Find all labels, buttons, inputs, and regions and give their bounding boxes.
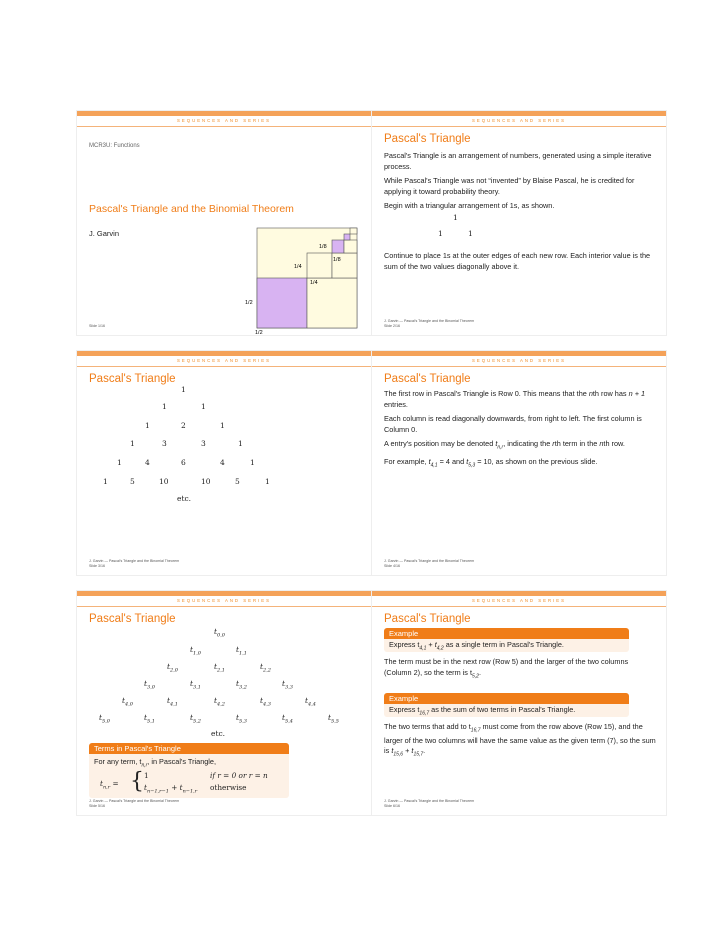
term-label: $t_{4,2}$ [214,696,225,708]
term-label: $t_{3,1}$ [190,679,201,691]
slide-number: Slide 5/16 [89,804,105,808]
fraction-label: 1/8 [333,257,341,263]
term-label: $t_{4,3}$ [260,696,271,708]
term-label: $t_{5,3}$ [236,713,247,725]
header-text: SEQUENCES AND SERIES [472,118,566,123]
example-box-title: Example [384,693,629,704]
slide-number: Slide 1/16 [89,324,105,328]
term-label: $t_{2,0}$ [167,662,178,674]
slide-footer [89,559,179,569]
triangle-entry: 10 [201,477,211,486]
slide-header-bar [372,351,666,356]
paragraph: Continue to place 1s at the outer edges of each new row. Each interior value is the sum of the two values diagonally above it. [384,251,651,271]
triangle-entry: 5 [130,477,135,486]
slide-title: Pascal's Triangle [89,613,176,625]
slide-4 [372,351,666,575]
term-label: $t_{5,4}$ [282,713,293,725]
term-label: $t_{2,2}$ [260,662,271,674]
term-label: $t_{4,0}$ [122,696,133,708]
paragraph: A entry's position may be denoted $t_{n,r}$, indicating the rth term in the nth row. [384,439,625,451]
paragraph: While Pascal's Triangle was not “invented” by Blaise Pascal, he is credited for applying it toward probability theory. [384,176,635,196]
header-rule [77,126,371,127]
triangle-entry: 1 [103,477,108,486]
triangle-entry: 1 [265,477,270,486]
triangle-entry: 3 [162,439,167,448]
footer-text: J. Garvin — Pascal's Triangle and the Binomial Theorem [89,559,180,563]
header-rule [372,606,666,607]
footer-text: J. Garvin — Pascal's Triangle and the Binomial Theorem [384,319,475,323]
term-label: $t_{5,5}$ [328,713,339,725]
example-box-body: Express $t_{16,7}$ as the sum of two terms in Pascal's Triangle. [384,704,629,717]
example-box-title: Example [384,628,629,639]
etc-label: etc. [211,729,226,738]
triangle-entry: 1 [201,402,206,411]
paragraph: Begin with a triangular arrangement of 1s, as shown. [384,201,555,210]
triangle-entry: 1 [130,439,135,448]
slide-5 [77,591,371,815]
slide-body [384,151,656,216]
header-rule [372,366,666,367]
triangle-entry: 1 [238,439,243,448]
triangle-entry: 2 [181,421,186,430]
slide-number: Slide 4/16 [384,564,400,568]
slide-title: Pascal's Triangle [384,613,471,625]
slide-6 [372,591,666,815]
example-box-body: Express $t_{4,1} + t_{4,2}$ as a single term in Pascal's Triangle. [384,639,629,652]
header-text: SEQUENCES AND SERIES [472,598,566,603]
triangle-entry: 5 [235,477,240,486]
answer-1: The term must be in the next row (Row 5) and the larger of the two columns (Column 2), so the term is $t_{5,2}$. [384,657,629,679]
triangle-entry: 1 [220,421,225,430]
slide-header-bar [372,111,666,116]
term-label: $t_{3,2}$ [236,679,247,691]
header-rule [77,606,371,607]
slide-footer [384,319,474,329]
triangle-entry: 1 [438,229,443,238]
slide-body [384,389,656,475]
triangle-entry: 1 [250,458,255,467]
fraction-label: 1/4 [294,264,302,270]
header-text: SEQUENCES AND SERIES [177,598,271,603]
header-text: SEQUENCES AND SERIES [472,358,566,363]
etc-label: etc. [177,494,192,503]
slide-1 [77,111,371,335]
triangle-entry: 1 [453,213,458,222]
slide-header-bar [77,111,371,116]
slide-footer [89,799,179,809]
paragraph: Each column is read diagonally downwards, from right to left. The first column is Column 0. [384,414,642,434]
term-label: $t_{3,0}$ [144,679,155,691]
slide-header-bar [372,591,666,596]
triangle-entry: 3 [201,439,206,448]
footer-text: J. Garvin — Pascal's Triangle and the Binomial Theorem [89,799,180,803]
fraction-label: 1/8 [319,244,327,250]
footer-text: J. Garvin — Pascal's Triangle and the Binomial Theorem [384,799,475,803]
term-label: $t_{5,1}$ [144,713,155,725]
triangle-entry: 1 [117,458,122,467]
fraction-label: 1/2 [245,300,253,306]
author: J. Garvin [89,229,120,238]
term-label: $t_{2,1}$ [214,662,225,674]
triangle-entry: 4 [145,458,150,467]
term-label: $t_{1,0}$ [190,645,201,657]
header-text: SEQUENCES AND SERIES [177,358,271,363]
definition-box-title: Terms in Pascal's Triangle [89,743,289,754]
slide-3 [77,351,371,575]
triangle-entry: 1 [181,385,186,394]
triangle-entry: 6 [181,458,186,467]
slide-title: Pascal's Triangle [384,373,471,385]
slide-number: Slide 3/16 [89,564,105,568]
header-text: SEQUENCES AND SERIES [177,118,271,123]
slide-title: Pascal's Triangle [89,373,176,385]
deck-title: Pascal's Triangle and the Binomial Theorem [89,203,294,215]
slide-body-2 [384,251,656,276]
definition-box-body [89,754,289,798]
triangle-entry: 1 [162,402,167,411]
paragraph: Pascal's Triangle is an arrangement of numbers, generated using a simple iterative process. [384,151,652,171]
term-label: $t_{0,0}$ [214,627,225,639]
slide-footer [384,799,474,809]
triangle-entry: 1 [145,421,150,430]
triangle-entry: 1 [468,229,473,238]
header-rule [372,126,666,127]
term-label: $t_{3,3}$ [282,679,293,691]
slide-title: Pascal's Triangle [384,133,471,145]
fraction-squares-diagram [237,224,362,335]
slide-footer [384,559,474,569]
footer-text: J. Garvin — Pascal's Triangle and the Binomial Theorem [384,559,475,563]
term-label: $t_{4,4}$ [305,696,316,708]
header-rule [77,366,371,367]
slide-number: Slide 6/16 [384,804,400,808]
answer-2: The two terms that add to $t_{16,7}$ must come from the row above (Row 15), and the larger of the two columns will have the same value as the given term (7), so the sum is $t_{15,6} + t_{15,7}$. [384,722,656,758]
fraction-label: 1/4 [310,280,318,286]
fraction-label: 1/2 [255,330,263,336]
definition-text: For any term, $t_{n,r}$, in Pascal's Triangle, [94,757,217,769]
triangle-entry: 4 [220,458,225,467]
term-label: $t_{5,2}$ [190,713,201,725]
slide-number: Slide 2/16 [384,324,400,328]
course-label: MCR3U: Functions [89,143,140,149]
slide-header-bar [77,351,371,356]
paragraph: The first row in Pascal's Triangle is Row 0. This means that the nth row has n + 1 entries. [384,389,646,409]
term-label: $t_{5,0}$ [99,713,110,725]
slide-2 [372,111,666,335]
term-label: $t_{1,1}$ [236,645,247,657]
triangle-entry: 10 [159,477,169,486]
slide-header-bar [77,591,371,596]
term-label: $t_{4,1}$ [167,696,178,708]
piecewise-formula: $t_{n,r}$ = { 1 if r = 0 or r = n $t_{n-1,r-1} + t_{n-1,r}$ otherwise [100,769,268,795]
paragraph: For example, $t_{4,1} = 4$ and $t_{5,3} = 10$, as shown on the previous slide. [384,456,598,469]
